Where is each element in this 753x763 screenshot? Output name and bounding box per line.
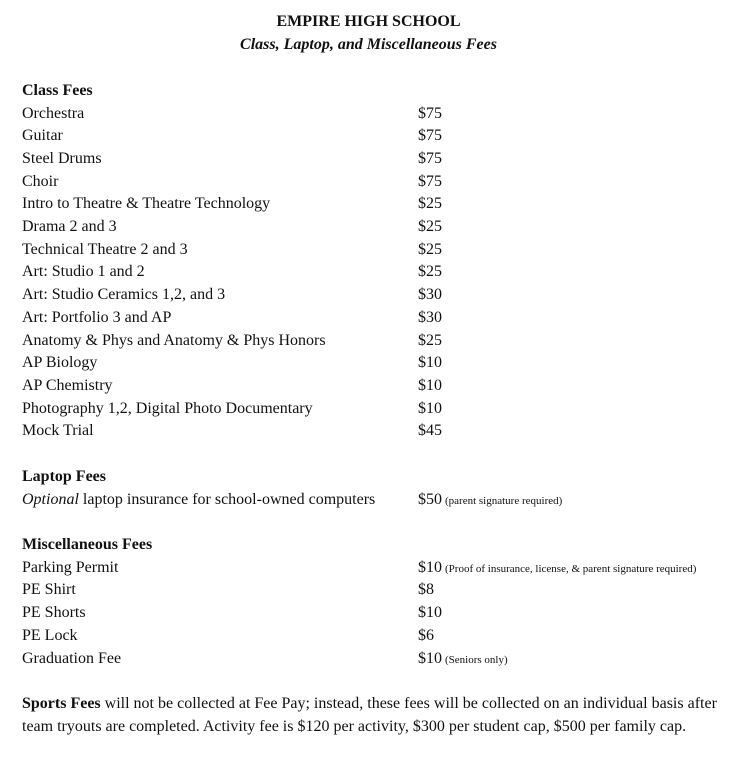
misc-fees-heading: Miscellaneous Fees [22,536,153,553]
fee-amount: $10 [418,354,442,371]
fee-amount-group [418,648,508,671]
fee-amount: $6 [418,627,434,644]
fee-amount: $10 [418,377,442,394]
sports-fees-paragraph [22,692,722,738]
fee-name: Drama 2 and 3 [22,218,117,235]
fee-amount: $25 [418,263,442,280]
class-fee-row [22,148,742,170]
page-subtitle: Class, Laptop, and Miscellaneous Fees [240,36,497,53]
optional-label: Optional [22,491,79,508]
fee-name: Art: Studio 1 and 2 [22,263,145,280]
fee-name: AP Biology [22,354,98,371]
fee-amount: $8 [418,581,434,598]
fee-name: AP Chemistry [22,377,113,394]
laptop-fee-row [22,489,742,511]
misc-fee-row [22,648,742,670]
fee-amount: $45 [418,422,442,439]
fee-amount: $75 [418,105,442,122]
fee-note: (Seniors only) [445,654,508,666]
fee-name: Art: Portfolio 3 and AP [22,309,172,326]
laptop-fees-heading: Laptop Fees [22,468,106,485]
fee-amount: $25 [418,218,442,235]
class-fee-row [22,307,742,329]
fee-name: PE Lock [22,627,78,644]
fee-name: Photography 1,2, Digital Photo Documentary [22,400,313,417]
fee-amount: $50 [418,491,442,508]
class-fee-row [22,103,742,125]
class-fee-row [22,125,742,147]
class-fee-row [22,375,742,397]
fee-name: Graduation Fee [22,650,122,667]
fee-amount: $25 [418,241,442,258]
fee-note: (parent signature required) [445,495,563,507]
class-fee-row [22,330,742,352]
fee-note: (Proof of insurance, license, & parent signature required) [445,563,697,575]
class-fee-row [22,171,742,193]
class-fee-row [22,261,742,283]
fee-amount: $25 [418,332,442,349]
class-fee-row [22,239,742,261]
fee-name: Steel Drums [22,150,102,167]
fee-amount: $10 [418,400,442,417]
fee-amount-group [418,557,696,580]
fee-name: Anatomy & Phys and Anatomy & Phys Honors [22,332,326,349]
misc-fee-row [22,579,742,601]
fee-name: Intro to Theatre & Theatre Technology [22,195,271,212]
fee-name: Guitar [22,127,63,144]
sports-fees-label: Sports Fees [22,695,101,712]
fee-amount: $75 [418,173,442,190]
fee-name-rest: laptop insurance for school-owned computers [78,491,376,508]
fee-amount: $30 [418,309,442,326]
fee-amount: $75 [418,150,442,167]
class-fee-row [22,398,742,420]
class-fees-heading: Class Fees [22,82,93,99]
misc-fee-row [22,625,742,647]
fee-name: Choir [22,173,59,190]
fee-amount: $10 [418,650,442,667]
page-title: EMPIRE HIGH SCHOOL [276,13,461,30]
class-fee-row [22,193,742,215]
class-fee-row [22,420,742,442]
fee-name: Mock Trial [22,422,94,439]
fee-name: Technical Theatre 2 and 3 [22,241,188,258]
fee-name: Orchestra [22,105,85,122]
fee-amount: $10 [418,604,442,621]
fee-name: Art: Studio Ceramics 1,2, and 3 [22,286,226,303]
misc-fee-row [22,602,742,624]
fee-amount: $30 [418,286,442,303]
fee-name: Parking Permit [22,559,119,576]
fee-amount: $25 [418,195,442,212]
fee-amount: $10 [418,559,442,576]
class-fee-row [22,216,742,238]
fee-amount-group [418,489,562,512]
class-fee-row [22,352,742,374]
fee-name: PE Shorts [22,604,86,621]
fee-name [22,489,375,511]
fee-name: PE Shirt [22,581,76,598]
fee-amount: $75 [418,127,442,144]
sports-fees-text: will not be collected at Fee Pay; instead, these fees will be collected on an individual basis after team tryouts are completed. Activity fee is $120 per activity, $300 per student cap, $500 per family cap. [22,695,717,735]
class-fee-row [22,284,742,306]
misc-fee-row [22,557,742,579]
